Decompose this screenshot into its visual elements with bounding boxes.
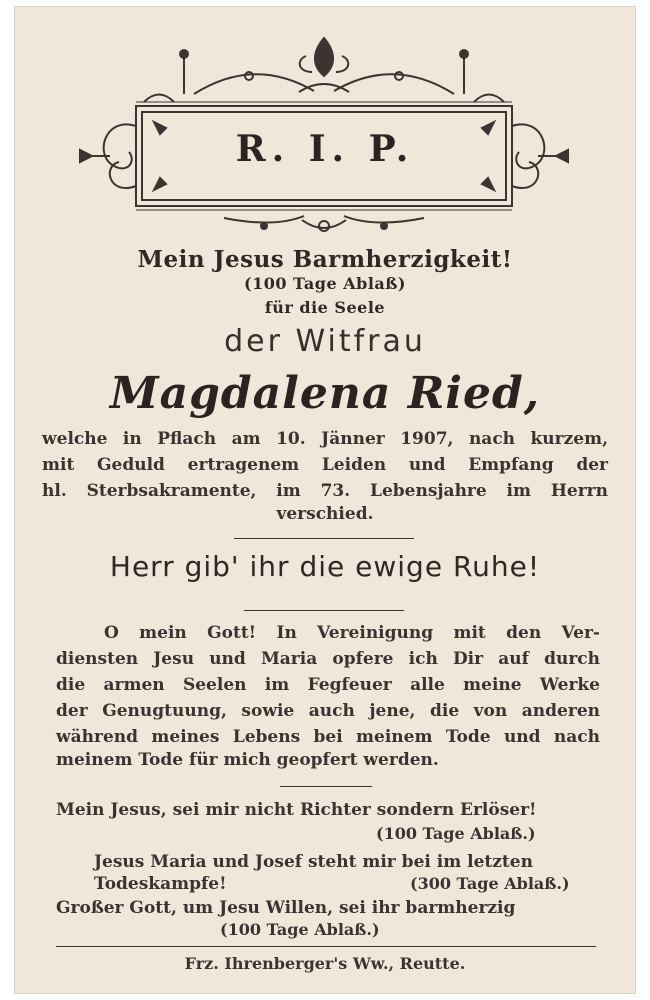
prayer-line-last: meinem Tode für mich geopfert werden. [56, 750, 439, 770]
indulgence-note-2: (300 Tage Ablaß.) [410, 874, 570, 893]
divider [234, 538, 414, 539]
prayer-line: O mein Gott! In Vereinigung mit den Ver- [104, 623, 600, 643]
prayer-line: der Genugtuung, sowie auch jene, die von anderen [56, 701, 600, 721]
indulgence-note: (100 Tage Ablaß) [244, 274, 406, 293]
prayer-line: während meines Lebens bei meinem Tode und nach [56, 727, 600, 747]
indulgence-note-3: (100 Tage Ablaß.) [220, 920, 380, 939]
memorial-card [14, 6, 636, 994]
bio-line: hl. Sterbsakramente, im 73. Lebensjahre im Herrn [42, 481, 608, 501]
widow-line: der Witfrau [224, 324, 426, 359]
biography-block [42, 426, 608, 504]
for-the-soul-line: für die Seele [264, 298, 386, 317]
indulgence-prayer-2b: Todeskampfe! [94, 874, 227, 894]
prayer-block [56, 620, 600, 750]
bio-line-last: verschied. [276, 504, 374, 524]
indulgence-note-1: (100 Tage Ablaß.) [376, 824, 536, 843]
prayer-line: die armen Seelen im Fegfeuer alle meine Werke [56, 675, 600, 695]
footer-rule [56, 946, 596, 947]
rest-prayer-heading: Herr gib' ihr die ewige Ruhe! [109, 550, 541, 583]
prayer-line: diensten Jesu und Maria opfere ich Dir auf durch [56, 649, 600, 669]
indulgence-prayer-2: Jesus Maria und Josef steht mir bei im letzten [94, 852, 533, 872]
printer-credit: Frz. Ihrenberger's Ww., Reutte. [184, 954, 466, 973]
deceased-name: Magdalena Ried, [109, 368, 541, 419]
indulgence-prayer-1: Mein Jesus, sei mir nicht Richter sondern Erlöser! [56, 800, 537, 820]
invocation-line: Mein Jesus Barmherzigkeit! [137, 246, 513, 273]
bio-line: mit Geduld ertragenem Leiden und Empfang der [42, 455, 608, 475]
indulgence-prayer-3: Großer Gott, um Jesu Willen, sei ihr barmherzig [56, 898, 516, 918]
divider [244, 610, 404, 611]
rip-heading: R. I. P. [235, 128, 415, 170]
bio-line: welche in Pflach am 10. Jänner 1907, nach kurzem, [42, 429, 608, 449]
divider [280, 786, 372, 787]
